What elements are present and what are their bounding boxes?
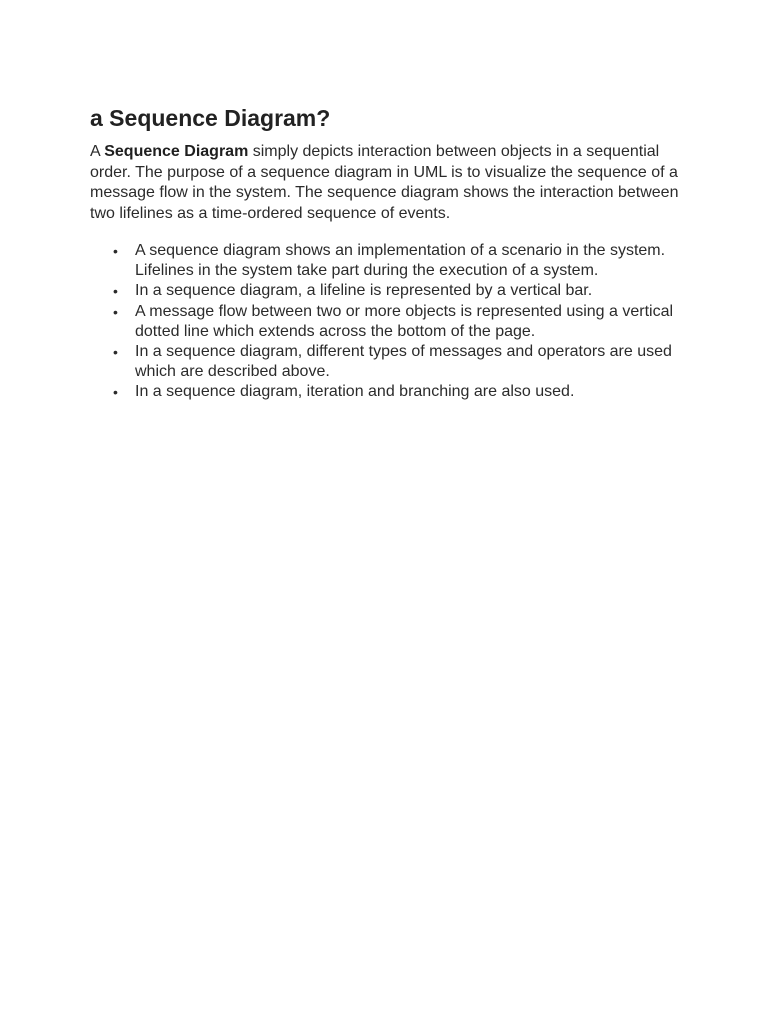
- list-item: [90, 302, 690, 342]
- list-item-text: A sequence diagram shows an implementation of a scenario in the system. Lifelines in the system take part during the execution of a system.: [135, 242, 666, 280]
- intro-lead: A: [90, 143, 105, 160]
- bullet-icon: •: [113, 243, 118, 259]
- page-title: a Sequence Diagram?: [90, 105, 331, 131]
- intro-rest: simply depicts interaction between objects in a sequential order. The purpose of a sequence diagram in UML is to visualize the sequence of a message flow in the system. The sequence diagram shows the interaction between two lifelines as a time-ordered sequence of events.: [90, 143, 679, 222]
- list-item-text: In a sequence diagram, iteration and branching are also used.: [135, 383, 575, 401]
- bullet-icon: •: [113, 283, 118, 300]
- document-content: [90, 104, 690, 403]
- list-item: [90, 382, 690, 402]
- list-item: [90, 241, 690, 281]
- list-item-text: In a sequence diagram, a lifeline is represented by a vertical bar.: [135, 282, 593, 300]
- intro-bold-term: Sequence Diagram: [104, 143, 249, 160]
- bullet-icon: •: [113, 384, 118, 401]
- bullet-list: [90, 241, 690, 403]
- list-item-text: In a sequence diagram, different types of messages and operators are used which are described above.: [135, 343, 672, 381]
- bullet-icon: •: [113, 303, 118, 320]
- intro-paragraph: [90, 142, 690, 224]
- list-item: [90, 281, 690, 301]
- list-item: [90, 342, 690, 382]
- list-item-text: A message flow between two or more objects is represented using a vertical dotted line which extends across the bottom of the page.: [135, 302, 674, 340]
- bullet-icon: •: [113, 344, 118, 361]
